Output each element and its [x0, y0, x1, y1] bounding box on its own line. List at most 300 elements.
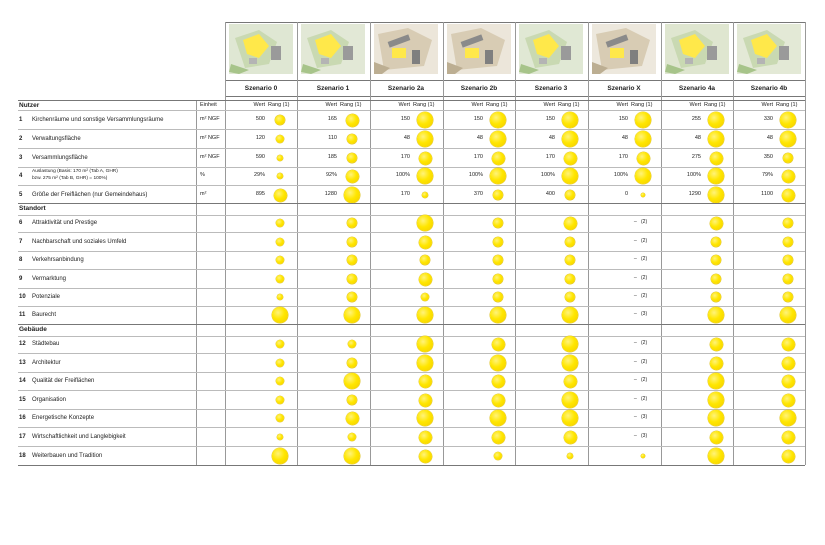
value-cell: 170 — [400, 191, 410, 197]
row-label: Wirtschaftlichkeit und Langlebigkeit — [32, 434, 126, 440]
not-applicable-dash: _ — [634, 291, 637, 297]
rank-dot — [708, 131, 723, 146]
rank-dot — [708, 448, 723, 463]
rank-dot — [276, 219, 284, 227]
column-divider-4 — [515, 22, 516, 465]
rank-dot — [494, 452, 502, 460]
value-cell: 185 — [327, 154, 337, 160]
rank-dot — [711, 237, 722, 248]
rank-dot — [565, 292, 576, 303]
section-sub-rule — [18, 336, 805, 337]
row-number: 9 — [19, 276, 23, 282]
rank-dot — [417, 131, 432, 146]
site-plan-drawing — [447, 24, 511, 74]
rank-dot — [562, 355, 577, 370]
rank-dot — [276, 238, 284, 246]
scenario-title: Szenario 1 — [316, 85, 350, 92]
value-cell: 370 — [473, 191, 483, 197]
section-sub-rule — [18, 215, 805, 216]
rank-dot — [419, 394, 432, 407]
rank-dot — [708, 392, 723, 407]
rank-dot — [565, 274, 576, 285]
rank-dot — [783, 218, 794, 229]
value-cell: 0 — [624, 191, 628, 197]
rank-dot — [493, 190, 504, 201]
scenario-site-plan-0 — [229, 24, 293, 74]
row-label: Verkehrsanbindung — [32, 257, 84, 263]
not-applicable-dash: _ — [634, 357, 637, 363]
rank-dot — [275, 115, 286, 126]
not-applicable-dash: _ — [634, 273, 637, 279]
rank-dot — [783, 237, 794, 248]
rank-dot — [708, 112, 723, 127]
column-divider-0 — [225, 22, 226, 465]
rank-dot — [708, 187, 723, 202]
rank-dot — [565, 255, 576, 266]
rank-dot — [344, 373, 359, 388]
row-label: Auslastung (Basis: 170 m² (Tab A, GHR) — [32, 169, 118, 174]
footnote-ref: (2) — [641, 340, 648, 346]
not-applicable-dash: _ — [634, 431, 637, 437]
rank-dot — [564, 375, 577, 388]
scenario-title: Szenario 4b — [750, 85, 788, 92]
value-cell: 48 — [766, 135, 773, 141]
value-cell: 100% — [395, 172, 410, 178]
rank-dot — [417, 355, 432, 370]
rank-dot — [348, 340, 356, 348]
value-cell: 170 — [545, 154, 555, 160]
rank-dot — [419, 236, 432, 249]
row-label-line2: bzw. 275 m² (Tab B, GHR) = 100%) — [32, 176, 108, 181]
rank-dot — [348, 433, 356, 441]
row-number: 13 — [19, 360, 26, 366]
rank-dot — [711, 274, 722, 285]
rank-dot — [708, 410, 723, 425]
not-applicable-dash: _ — [634, 309, 637, 315]
rank-dot — [274, 189, 287, 202]
row-number: 17 — [19, 434, 26, 440]
rank-dot — [782, 394, 795, 407]
value-cell: 100% — [613, 172, 628, 178]
row-label: Organisation — [32, 397, 67, 403]
rank-dot — [344, 187, 359, 202]
row-unit: m² NGF — [200, 135, 220, 141]
rank-dot — [419, 273, 432, 286]
site-plan-drawing — [301, 24, 365, 74]
rank-dot — [347, 358, 358, 369]
rang-header: Rang (1) — [268, 102, 290, 108]
wert-header: Wert — [325, 102, 337, 108]
value-cell: 92% — [325, 172, 337, 178]
footnote-ref: (2) — [641, 359, 648, 365]
value-cell: 590 — [255, 154, 265, 160]
row-label: Baurecht — [32, 312, 57, 318]
footnote-ref: (3) — [641, 414, 648, 420]
scenario-site-plan-7 — [737, 24, 801, 74]
site-plan-drawing — [737, 24, 801, 74]
rank-dot — [710, 357, 723, 370]
scenario-title: Szenario 4a — [678, 85, 716, 92]
wert-header: Wert — [543, 102, 555, 108]
einheit-header: Einheit — [200, 102, 217, 108]
rank-dot — [276, 414, 284, 422]
value-cell: 400 — [545, 191, 555, 197]
row-number: 14 — [19, 378, 26, 384]
row-label: Architektur — [32, 360, 61, 366]
section-title: Standort — [19, 205, 46, 212]
rank-dot — [276, 377, 284, 385]
rank-dot — [344, 448, 359, 463]
scenario-site-plan-5 — [592, 24, 656, 74]
rang-header: Rang (1) — [558, 102, 580, 108]
footnote-ref: (2) — [641, 396, 648, 402]
section-rule — [18, 203, 805, 204]
row-number: 4 — [19, 173, 23, 179]
not-applicable-dash: _ — [634, 338, 637, 344]
value-cell: 350 — [763, 154, 773, 160]
value-cell: 275 — [691, 154, 701, 160]
rank-dot — [562, 307, 577, 322]
rank-dot — [562, 112, 577, 127]
rank-dot — [347, 395, 358, 406]
rank-dot — [782, 375, 795, 388]
rank-dot — [635, 168, 650, 183]
rank-dot — [276, 256, 284, 264]
not-applicable-dash: _ — [634, 412, 637, 418]
rank-dot — [277, 294, 283, 300]
value-cell: 170 — [400, 154, 410, 160]
rank-dot — [780, 307, 795, 322]
scenario-site-plan-3 — [447, 24, 511, 74]
site-plan-drawing — [229, 24, 293, 74]
rank-dot — [564, 217, 577, 230]
column-divider-5 — [588, 22, 589, 465]
column-divider-1 — [297, 22, 298, 465]
rang-header: Rang (1) — [340, 102, 362, 108]
not-applicable-dash: _ — [634, 217, 637, 223]
column-divider-3 — [443, 22, 444, 465]
wert-header: Wert — [761, 102, 773, 108]
rank-dot — [490, 131, 505, 146]
row-number: 8 — [19, 257, 23, 263]
row-rule — [18, 446, 805, 447]
row-label: Größe der Freiflächen (nur Gemeindehaus) — [32, 192, 148, 198]
header-rule — [18, 100, 805, 101]
site-plan-drawing — [665, 24, 729, 74]
rank-dot — [492, 338, 505, 351]
footnote-ref: (2) — [641, 219, 648, 225]
row-number: 7 — [19, 239, 23, 245]
scenario-title: Szenario 2b — [460, 85, 498, 92]
rank-dot — [417, 410, 432, 425]
rank-dot — [276, 135, 284, 143]
row-label: Weiterbauen und Tradition — [32, 453, 103, 459]
row-number: 16 — [19, 415, 26, 421]
row-label: Potenziale — [32, 294, 61, 300]
rank-dot — [567, 453, 573, 459]
column-divider-2 — [370, 22, 371, 465]
row-rule — [18, 409, 805, 410]
rank-dot — [276, 275, 284, 283]
rank-dot — [346, 170, 359, 183]
value-cell: 1280 — [324, 191, 337, 197]
rank-dot — [780, 410, 795, 425]
value-cell: 110 — [328, 135, 337, 141]
rank-dot — [782, 431, 795, 444]
row-number: 2 — [19, 136, 23, 142]
column-divider-7 — [733, 22, 734, 465]
rank-dot — [492, 375, 505, 388]
rank-dot — [276, 340, 284, 348]
rank-dot — [417, 215, 432, 230]
rank-dot — [492, 394, 505, 407]
rank-dot — [419, 450, 432, 463]
row-number: 1 — [19, 117, 23, 123]
rank-dot — [710, 217, 723, 230]
value-cell: 500 — [255, 116, 265, 122]
rank-dot — [490, 307, 505, 322]
wert-header: Wert — [689, 102, 701, 108]
rank-dot — [783, 274, 794, 285]
value-cell: 170 — [618, 154, 628, 160]
scenario-title: Szenario 0 — [244, 85, 278, 92]
rang-header: Rang (1) — [631, 102, 653, 108]
value-cell: 150 — [400, 116, 410, 122]
row-label: Qualität der Freiflächen — [32, 378, 95, 384]
footnote-ref: (2) — [641, 377, 648, 383]
rank-dot — [344, 307, 359, 322]
rank-dot — [490, 112, 505, 127]
section-title: Gebäude — [19, 326, 47, 333]
footnote-ref: (2) — [641, 293, 648, 299]
rank-dot — [562, 168, 577, 183]
row-label: Verwaltungsfläche — [32, 136, 81, 142]
value-cell: 29% — [253, 172, 265, 178]
rank-dot — [347, 153, 358, 164]
rank-dot — [565, 190, 576, 201]
row-label: Attraktivität und Prestige — [32, 220, 98, 226]
rank-dot — [782, 189, 795, 202]
row-rule — [18, 390, 805, 391]
rank-dot — [347, 255, 358, 266]
site-plan-drawing — [374, 24, 438, 74]
row-rule — [18, 372, 805, 373]
value-cell: 150 — [473, 116, 483, 122]
value-cell: 48 — [621, 135, 628, 141]
rank-dot — [490, 410, 505, 425]
header-sub-rule — [18, 110, 805, 111]
rank-dot — [782, 450, 795, 463]
rank-dot — [417, 336, 432, 351]
footnote-ref: (2) — [641, 238, 648, 244]
rank-dot — [419, 431, 432, 444]
rank-dot — [562, 410, 577, 425]
rank-dot — [635, 131, 650, 146]
row-label: Städtebau — [32, 341, 60, 347]
rang-header: Rang (1) — [704, 102, 726, 108]
row-rule — [18, 185, 805, 186]
value-cell: 150 — [618, 116, 628, 122]
scenario-site-plan-6 — [665, 24, 729, 74]
rank-dot — [420, 255, 431, 266]
rank-dot — [562, 392, 577, 407]
rank-dot — [493, 218, 504, 229]
row-unit: m² — [200, 191, 207, 197]
row-unit: m² NGF — [200, 154, 220, 160]
row-number: 6 — [19, 220, 23, 226]
rank-dot — [711, 255, 722, 266]
value-cell: 1100 — [761, 191, 773, 197]
rank-dot — [710, 431, 723, 444]
rank-dot — [493, 255, 504, 266]
rank-dot — [419, 152, 432, 165]
rank-dot — [562, 336, 577, 351]
rank-dot — [346, 412, 359, 425]
row-rule — [18, 251, 805, 252]
value-cell: 100% — [540, 172, 555, 178]
value-cell: 100% — [686, 172, 701, 178]
rank-dot — [493, 274, 504, 285]
rank-dot — [490, 355, 505, 370]
rank-dot — [347, 274, 358, 285]
row-rule — [18, 232, 805, 233]
rank-dot — [277, 173, 283, 179]
rank-dot — [421, 293, 429, 301]
rank-dot — [272, 307, 287, 322]
scenario-site-plan-1 — [301, 24, 365, 74]
rank-dot — [277, 155, 283, 161]
row-rule — [18, 353, 805, 354]
rank-dot — [782, 338, 795, 351]
rang-header: Rang (1) — [776, 102, 798, 108]
rank-dot — [711, 292, 722, 303]
rank-dot — [417, 168, 432, 183]
value-cell: 150 — [545, 116, 555, 122]
scenario-title: Szenario 2a — [387, 85, 425, 92]
not-applicable-dash: _ — [634, 236, 637, 242]
scenario-site-plan-4 — [519, 24, 583, 74]
wert-header: Wert — [398, 102, 410, 108]
rank-dot — [422, 192, 428, 198]
row-rule — [18, 427, 805, 428]
rank-dot — [347, 218, 358, 229]
row-unit: m² NGF — [200, 116, 220, 122]
row-label: Nachbarschaft und soziales Umfeld — [32, 239, 127, 245]
section-rule — [18, 324, 805, 325]
not-applicable-dash: _ — [634, 254, 637, 260]
rank-dot — [708, 307, 723, 322]
value-cell: 100% — [468, 172, 483, 178]
row-number: 18 — [19, 453, 26, 459]
rank-dot — [710, 338, 723, 351]
rank-dot — [782, 357, 795, 370]
scenario-site-plan-2 — [374, 24, 438, 74]
row-rule — [18, 148, 805, 149]
rank-dot — [493, 292, 504, 303]
value-cell: 48 — [548, 135, 555, 141]
site-plan-drawing — [592, 24, 656, 74]
rank-dot — [780, 112, 795, 127]
row-rule — [18, 288, 805, 289]
row-rule — [18, 269, 805, 270]
row-number: 5 — [19, 192, 23, 198]
rank-dot — [783, 255, 794, 266]
row-label: Versammlungsfläche — [32, 155, 88, 161]
footnote-ref: (2) — [641, 275, 648, 281]
row-label: Energetische Konzepte — [32, 415, 95, 421]
scenario-title: Szenario X — [607, 85, 641, 92]
rank-dot — [492, 152, 505, 165]
wert-header: Wert — [471, 102, 483, 108]
value-cell: 120 — [255, 135, 265, 141]
row-rule — [18, 129, 805, 130]
rank-dot — [562, 131, 577, 146]
row-number: 12 — [19, 341, 26, 347]
footnote-ref: (3) — [641, 433, 648, 439]
value-cell: 79% — [761, 172, 773, 178]
section-title: Nutzer — [19, 102, 40, 109]
row-rule — [18, 306, 805, 307]
rank-dot — [708, 373, 723, 388]
rank-dot — [419, 375, 432, 388]
rank-dot — [347, 237, 358, 248]
row-number: 10 — [19, 294, 26, 300]
wert-header: Wert — [253, 102, 265, 108]
row-rule — [18, 167, 805, 168]
column-divider-end — [805, 22, 806, 465]
rank-dot — [641, 193, 646, 198]
row-number: 11 — [19, 312, 26, 318]
rank-dot — [564, 431, 577, 444]
footnote-ref: (3) — [641, 311, 648, 317]
rank-dot — [346, 114, 359, 127]
rank-dot — [493, 237, 504, 248]
rank-dot — [276, 359, 284, 367]
row-label: Vermarktung — [32, 276, 67, 282]
rank-dot — [417, 307, 432, 322]
not-applicable-dash: _ — [634, 375, 637, 381]
rank-dot — [417, 112, 432, 127]
rank-dot — [347, 134, 358, 145]
value-cell: 1290 — [688, 191, 701, 197]
row-number: 3 — [19, 155, 23, 161]
value-cell: 48 — [403, 135, 410, 141]
rank-dot — [272, 448, 287, 463]
row-unit: % — [200, 172, 205, 178]
column-divider-6 — [661, 22, 662, 465]
rank-dot — [780, 131, 795, 146]
rank-dot — [347, 292, 358, 303]
value-cell: 255 — [691, 116, 701, 122]
rank-dot — [564, 152, 577, 165]
row-label: Kirchenräume und sonstige Versammlungsräume — [32, 117, 164, 123]
rank-dot — [782, 170, 795, 183]
rank-dot — [708, 168, 723, 183]
rang-header: Rang (1) — [413, 102, 435, 108]
site-plan-drawing — [519, 24, 583, 74]
value-cell: 170 — [473, 154, 483, 160]
rank-dot — [492, 431, 505, 444]
rank-dot — [641, 454, 646, 459]
rank-dot — [635, 112, 650, 127]
value-cell: 48 — [694, 135, 701, 141]
value-cell: 895 — [255, 191, 265, 197]
rank-dot — [710, 152, 723, 165]
rank-dot — [277, 434, 283, 440]
not-applicable-dash: _ — [634, 394, 637, 400]
rank-dot — [783, 292, 794, 303]
footnote-ref: (2) — [641, 256, 648, 262]
